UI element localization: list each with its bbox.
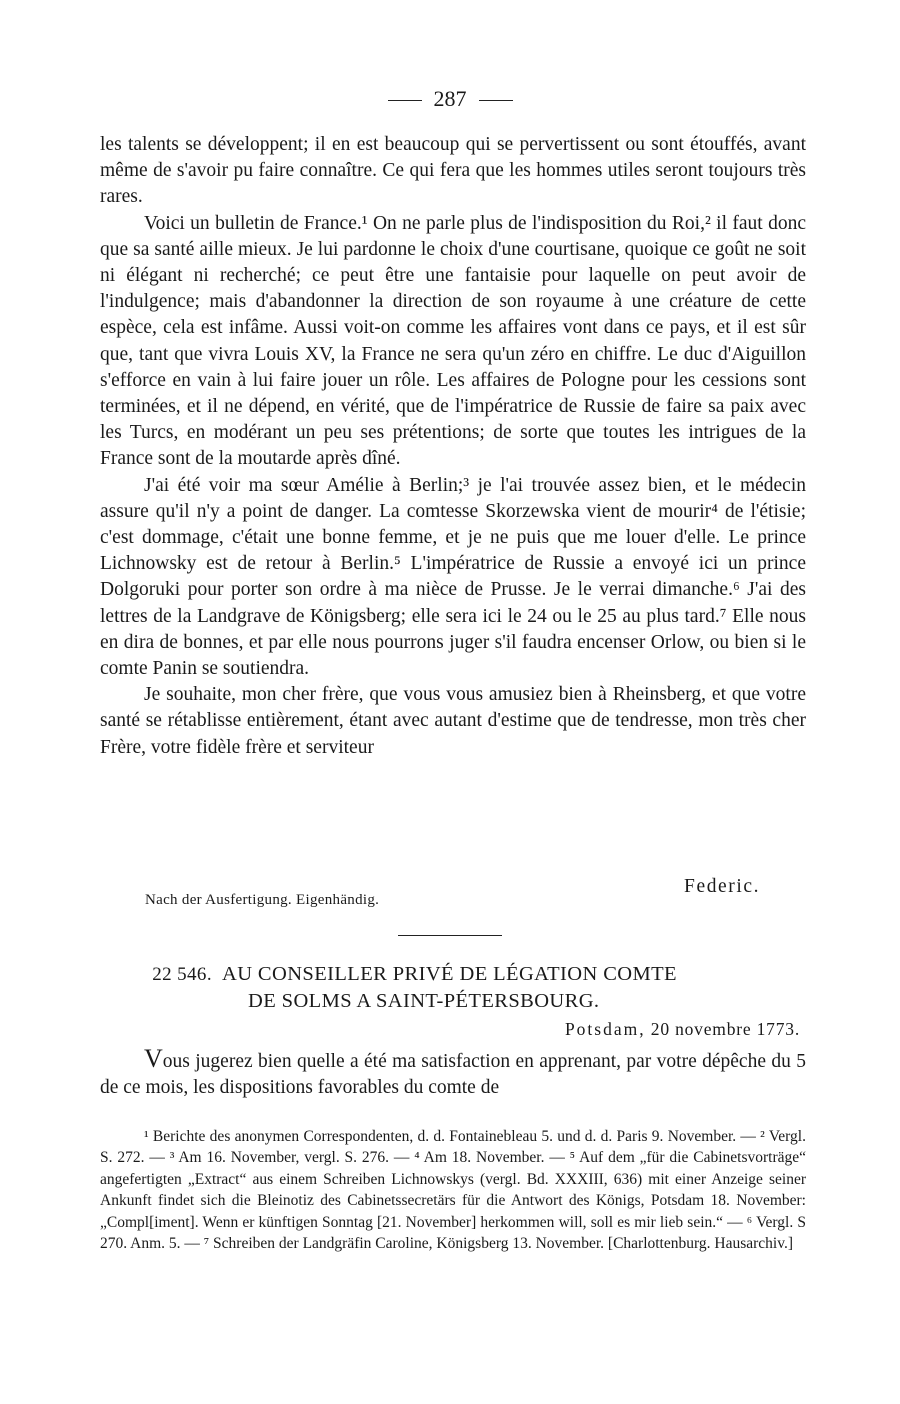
letter-paragraph: les talents se développent; il en est beaucoup qui se pervertissent ou sont étouffés, avant même de s'avoir pu faire connaître. Ce qui fera que les hommes utiles seront toujours très rares. (100, 134, 806, 208)
document-title-line-1: AU CONSEILLER PRIVÉ DE LÉGATION COMTE (222, 963, 677, 985)
letter-paragraph: J'ai été voir ma sœur Amélie à Berlin;³ je l'ai trouvée assez bien, et le médecin assure qu'il n'y a point de danger. La comtesse Skorzewska vient de mourir⁴ de l'étisie; c'est dommage, c'était une bonne femme, et je ne puis que me louer d'elle. Le prince Lichnowsky est de retour à Berlin.⁵ L'impératrice de Russie a envoyé ici un prince Dolgoruki pour porter son ordre à ma nièce de Prusse. Je le verrai dimanche.⁶ J'ai des lettres de la Landgrave de Königsberg; elle sera ici le 24 ou le 25 au plus tard.⁷ Elle nous en dira de bonnes, et par elle nous pourrons juger s'il faudra encenser Orlow, ou bien si le comte Panin se soutiendra. (100, 474, 806, 680)
page-number-rule-right (479, 100, 513, 101)
document-title-line-2: DE SOLMS A SAINT-PÉTERSBOURG. (248, 990, 600, 1012)
document-number: 22 546. (152, 964, 212, 985)
heading-line-1 (100, 961, 806, 988)
signature: Federic. (684, 876, 761, 897)
footnotes (100, 1126, 806, 1254)
letter-paragraph: Je souhaite, mon cher frère, que vous vous amusiez bien à Rheinsberg, et que votre santé se rétablisse entièrement, étant avec autant d'estime que de tendresse, mon très cher Frère, votre fidèle frère et serviteur (100, 684, 806, 758)
page-number (0, 84, 900, 114)
footnotes-text: ¹ Berichte des anonymen Correspondenten, d. d. Fontainebleau 5. und d. d. Paris 9. November. — ² Vergl. S. 272. — ³ Am 16. November, vergl. S. 276. — ⁴ Am 18. November. — ⁵ Auf dem „für die Cabinetsvorträge“ angefertigten „Extract“ aus einem Schreiben Lichnowskys (vergl. Bd. XXXIII, 636) mit einer Anzeige seiner Ankunft findet sich die Bleinotiz des Cabinetssecretärs für die Antwort des Königs, Potsdam 18. November: „Compl[iment]. Wenn er künftigen Sonntag [21. November] herkommen will, soll es mir lieb sein.“ — ⁶ Vergl. S 270. Anm. 5. — ⁷ Schreiben der Landgräfin Caroline, Königsberg 13. November. [Charlottenburg. Hausarchiv.] (100, 1128, 806, 1253)
source-note: Nach der Ausfertigung. Eigenhändig. (145, 892, 380, 908)
section-divider (398, 935, 502, 936)
letter-paragraph: Voici un bulletin de France.¹ On ne parle plus de l'indisposition du Roi,² il faut donc que sa santé aille mieux. Je lui pardonne le choix d'une courtisane, quoique ce goût ne soit ni élégant ni recherché; ce peut être une fantaisie pour laquelle on peut avoir de l'indulgence; mais d'abandonner la direction de son royaume à une créature de cette espèce, cela est infâme. Aussi voit-on comme les affaires vont dans ce pays, et il est sûr que, tant que vivra Louis XV, la France ne sera qu'un zéro en chiffre. Le duc d'Aiguillon s'efforce en vain à lui faire jouer un rôle. Les affaires de Pologne pour les cessions sont terminées, et il ne dépend, en vérité, que de l'impératrice de Russie de faire sa paix avec les Turcs, en modérant un peu ses prétentions; de sorte que toutes les intrigues de la France sont de la moutarde après dîné. (100, 212, 806, 470)
dateline-date: 20 novembre 1773. (650, 1019, 800, 1039)
dateline-place: Potsdam, (564, 1019, 646, 1039)
document-body-paragraph: Vous jugerez bien quelle a été ma satisfaction en apprenant, par votre dépêche du 5 de ce mois, les dispositions favorables du comte de (100, 1044, 806, 1099)
letter-text (100, 132, 806, 761)
dateline (565, 1017, 800, 1041)
page-number-text: 287 (433, 86, 467, 111)
document-body (100, 1046, 806, 1101)
document-heading (100, 961, 806, 1014)
page-number-rule-left (388, 100, 422, 101)
